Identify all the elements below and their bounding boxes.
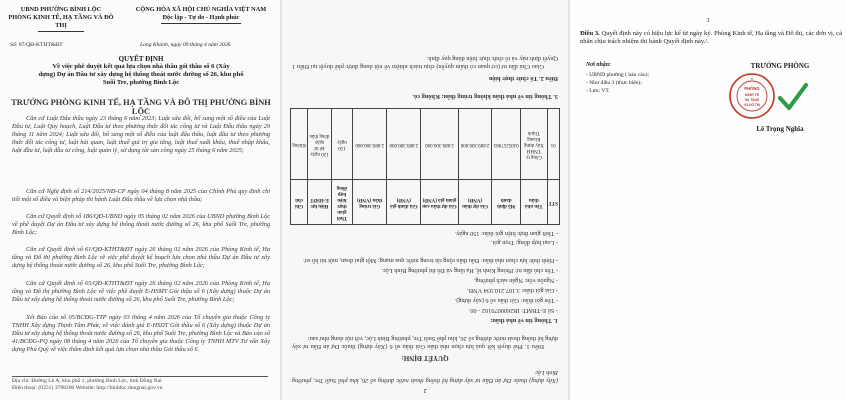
footer-contact: Điện thoại: (0251) 3788200 Website: http://binhloc.dongnai.gov.vn [12,385,163,391]
rotated-page-content [282,0,568,400]
org-line-2: PHÒNG KINH TẾ, HẠ TẦNG VÀ ĐÔ THỊ [8,14,114,29]
recipient-item: - UBND phường ( báo cáo); [586,72,650,78]
basis-paragraph: Căn cứ Luật Đấu thầu ngày 23 tháng 6 năm 2023; Luật sửa đổi, bổ sung một số điều của Luật Đầu tư, Luật Quy hoạch, Luật Đầu tư theo phương thức đối tác công tư và Luật Đấu thầu ngày 29 tháng 11 năm 2024; Luật sửa đổi, bổ sung một số điều của luật đấu thầu, luật đầu tư theo phương thức đối tác công tư, luật hải quan, luật thuế giá trị gia tăng, luật thuế xuất khẩu, thuế nhập khẩu, luật đầu tư, luật đầu tư công, luật quản lý, sử dụng tài sản công ngày 25 tháng 6 năm 2025; [12,115,270,154]
document-page-1 [0,0,280,400]
section-3-heading: 3. Thông tin về nhà thầu không trúng thầu: Không có. [412,93,558,100]
table-header-cell: STT [547,180,559,225]
detail-line: - Nguồn vốn: Ngân sách phường. [473,277,558,284]
table-cell: 2.889.300.000 [458,109,492,180]
decision-subject-cont: (Xây dựng) thuộc Dự án Đầu tư xây dựng hệ thống thoát nước đường số 26, khu phố Suối Tre, phường Bình Lộc [292,369,558,384]
issuing-authority: TRƯỞNG PHÒNG KINH TẾ, HẠ TẦNG VÀ ĐÔ THỊ PHƯỜNG BÌNH LỘC [11,98,271,116]
detail-line: - Hình thức lựa chọn nhà thầu: Đấu thầu rộng rãi trong nước qua mạng; Một giai đoạn, một túi hồ sơ. [303,257,558,264]
table-cell: 120 ngày kể từ ngày đóng thầu [308,109,332,180]
basis-paragraph: Căn cứ Quyết định số 186/QĐ-UBND ngày 05 tháng 02 năm 2026 của UBND phường Bình Lộc về phê duyệt Dự án Đầu tư xây dựng hệ thống thoát nước đường số 26, khu phố Suối Tre, phường Bình Lộc; [12,213,270,236]
detail-line: - Thời gian thực hiện gói thầu: 150 ngày. [455,230,558,237]
article-3-label: Điều 3. [580,30,600,37]
table-cell: 150 ngày [331,109,352,180]
table-cell: Không [291,109,308,180]
signature-title: TRƯỞNG PHÒNG [750,62,810,70]
detail-line: - Số E-TBMT: IB2600079102 - 00. [468,307,558,314]
table-header-cell: Tên nhà thầu [521,180,547,225]
table-cell: Công ty TNHH Xây dựng Khang Thịnh [521,109,547,180]
nation-title: CỘNG HÒA XÃ HỘI CHỦ NGHĨA VIỆT NAM [135,6,267,13]
table-header-cell: Mã định danh [492,180,521,225]
document-page-2 [282,0,568,400]
subject-line-2: dựng) Dự án Đầu tư xây dựng hệ thống thoát nước đường số 26, khu phố [38,71,244,78]
table-header-cell: Ghi chú [291,180,308,225]
article-2-text: Giao Chủ đầu tư (cơ quan có thẩm quyền) chịu trách nhiệm về nội dung được phê duyệt tại Điều 1 Quyết định này và tổ chức thực hiện đúng quy định. [292,55,558,70]
article-1: Điều 1. Phê duyệt kết quả lựa chọn nhà thầu Gói thầu số 6 (Xây dựng) thuộc Dự án Đầu tư xây dựng hệ thống thoát nước đường số 26, khu phố Suối Tre, phường Bình Lộc, với nội dung như sau: [292,335,558,350]
document-page-3 [570,0,846,400]
detail-line: - Tên gói thầu: Gói thầu số 6 (xây dựng). [454,297,558,304]
basis-paragraph: Căn cứ Nghị định số 214/2025/NĐ-CP ngày 04 tháng 8 năm 2025 của Chính Phủ quy định chi tiết một số điều và biện pháp thi hành Luật Đấu thầu về lựa chọn nhà thầu; [12,188,270,203]
digital-signature-check-icon [778,82,808,112]
svg-text:HẠ TẦNG: HẠ TẦNG [744,98,760,102]
table-cell: 2.889.300.000 [387,109,421,180]
page-number: 3 [706,17,710,24]
detail-line: - Giá gói thầu: 3.107.210.934 VNĐ. [466,287,558,294]
header-underline [38,31,84,32]
page-footer [12,376,268,392]
basis-paragraph: Xét Báo cáo số 05/BCĐG-TTP ngày 03 tháng 4 năm 2026 của Tổ chuyên gia thuộc Công ty TNHH Xây dựng Thịnh Tâm Phát, về việc đánh giá E-HSDT Gói thầu số 6 (Xây dựng) thuộc Dự án Đầu tư xây dựng hệ thống thoát nước đường số 26, khu phố Suối Tre, phường Bình Lộc và Báo cáo số 41/BCĐG-PQ ngày 08 tháng 4 năm 2026 của Tổ chuyên gia thuộc Công ty TNHH MTV Tư vấn Xây dựng Phú Quý về việc thẩm định kết quả lựa chọn nhà thầu Gói thầu số 6 [12,314,270,353]
recipient-item: - Lưu: VT. [586,88,610,94]
svg-text:KINH TẾ: KINH TẾ [744,93,760,97]
official-seal-icon [728,72,776,120]
table-cell: 01 [547,109,559,180]
table-cell: 0305257083 [492,109,521,180]
document-number: Số: 87/QĐ-KTHT&ĐT [10,42,63,48]
basis-paragraph: Căn cứ Quyết định số 61/QĐ-KTHT&ĐT ngày 26 tháng 02 năm 2026 của Phòng Kinh tế, Hạ tầng và Đô thị phường Bình Lộc về việc phê duyệt kế hoạch lựa chọn nhà thầu Dự án Đầu tư xây dựng hệ thống thoát nước đường số 26, khu phố Suối Tre, phường Bình Lộc; [12,246,270,269]
decision-heading: QUYẾT ĐỊNH: [401,354,449,362]
article-2-heading: Điều 2. Tổ chức thực hiện [488,75,558,82]
table-cell: 2.889.300.000 [352,109,386,180]
svg-text:★: ★ [750,77,754,81]
svg-text:PHÒNG: PHÒNG [744,86,760,91]
place-date: Long Khánh, ngày 09 tháng 4 năm 2026 [140,42,231,48]
recipient-item: - Như điều 3 (thực hiện); [586,80,642,86]
motto: Độc lập - Tự do - Hạnh phúc [162,14,240,21]
section-1-heading: 1. Thông tin về nhà thầu: [490,317,558,324]
winning-bidder-table [290,108,560,225]
table-header-cell: Giá trúng thầu (VNĐ) [352,180,386,225]
org-line-1: UBND PHƯỜNG BÌNH LỘC [20,6,102,13]
table-header-row [291,180,560,225]
table-header-cell: Giá đánh giá (VNĐ) [387,180,421,225]
table-row [291,109,560,180]
decision-heading: QUYẾT ĐỊNH [118,55,164,63]
table-header-cell: Giá dự thầu (VNĐ) [458,180,492,225]
subject-line-1: Về việc phê duyệt kết quả lựa chọn nhà thầu gói thầu số 6 (Xây [52,63,230,70]
detail-line: - Tên chủ đầu tư: Phòng Kinh tế, Hạ tầng và Đô thị phường Bình Lộc. [381,267,558,274]
footer-address: Địa chỉ: Đường Lê A, khu phố 1, phường Bình Lộc, tỉnh Đồng Nai [12,378,162,384]
article-3 [580,30,842,47]
svg-text:VÀ ĐÔ THỊ: VÀ ĐÔ THỊ [743,103,761,107]
national-header [128,6,274,24]
table-header-cell: Giá dự thầu sau giảm giá (VNĐ) [421,180,459,225]
motto-underline [161,23,241,24]
decision-title [10,55,272,87]
recipients-heading: Nơi nhận: [586,62,611,68]
table-header-cell: Thời gian thực hiện hợp đồng [331,180,352,225]
table-header-cell: Hiệu lực E-HSDT [308,180,332,225]
subject-line-3: Suối Tre, phường Bình Lộc [102,79,180,86]
detail-line: - Loại hợp đồng: Trọn gói. [490,239,558,246]
page-number: 2 [423,387,427,394]
signer-name: Lê Trọng Nghĩa [756,125,804,133]
basis-paragraph: Căn cứ Quyết định số 65/QĐ-KTHT&ĐT ngày 26 tháng 02 năm 2026 của Phòng Kinh tế, Hạ tầng và Đô thị phường Bình Lộc về việc phê duyệt E-HSMT Gói thầu số 6 (Xây dựng) thuộc Dự án Đầu tư xây dựng hệ thống thoát nước đường số 26, khu phố Suối Tre, phường Bình Lộc; [12,280,270,303]
table-cell: 2.889.300.000 [421,109,459,180]
issuing-org-header [6,6,116,32]
article-3-text: Quyết định này có hiệu lực kể từ ngày ký. Phòng Kinh tế, Hạ tầng và Đô thị, các đơn vị, cá nhân chịu trách nhiệm thi hành Quyết định này./. [580,30,842,46]
